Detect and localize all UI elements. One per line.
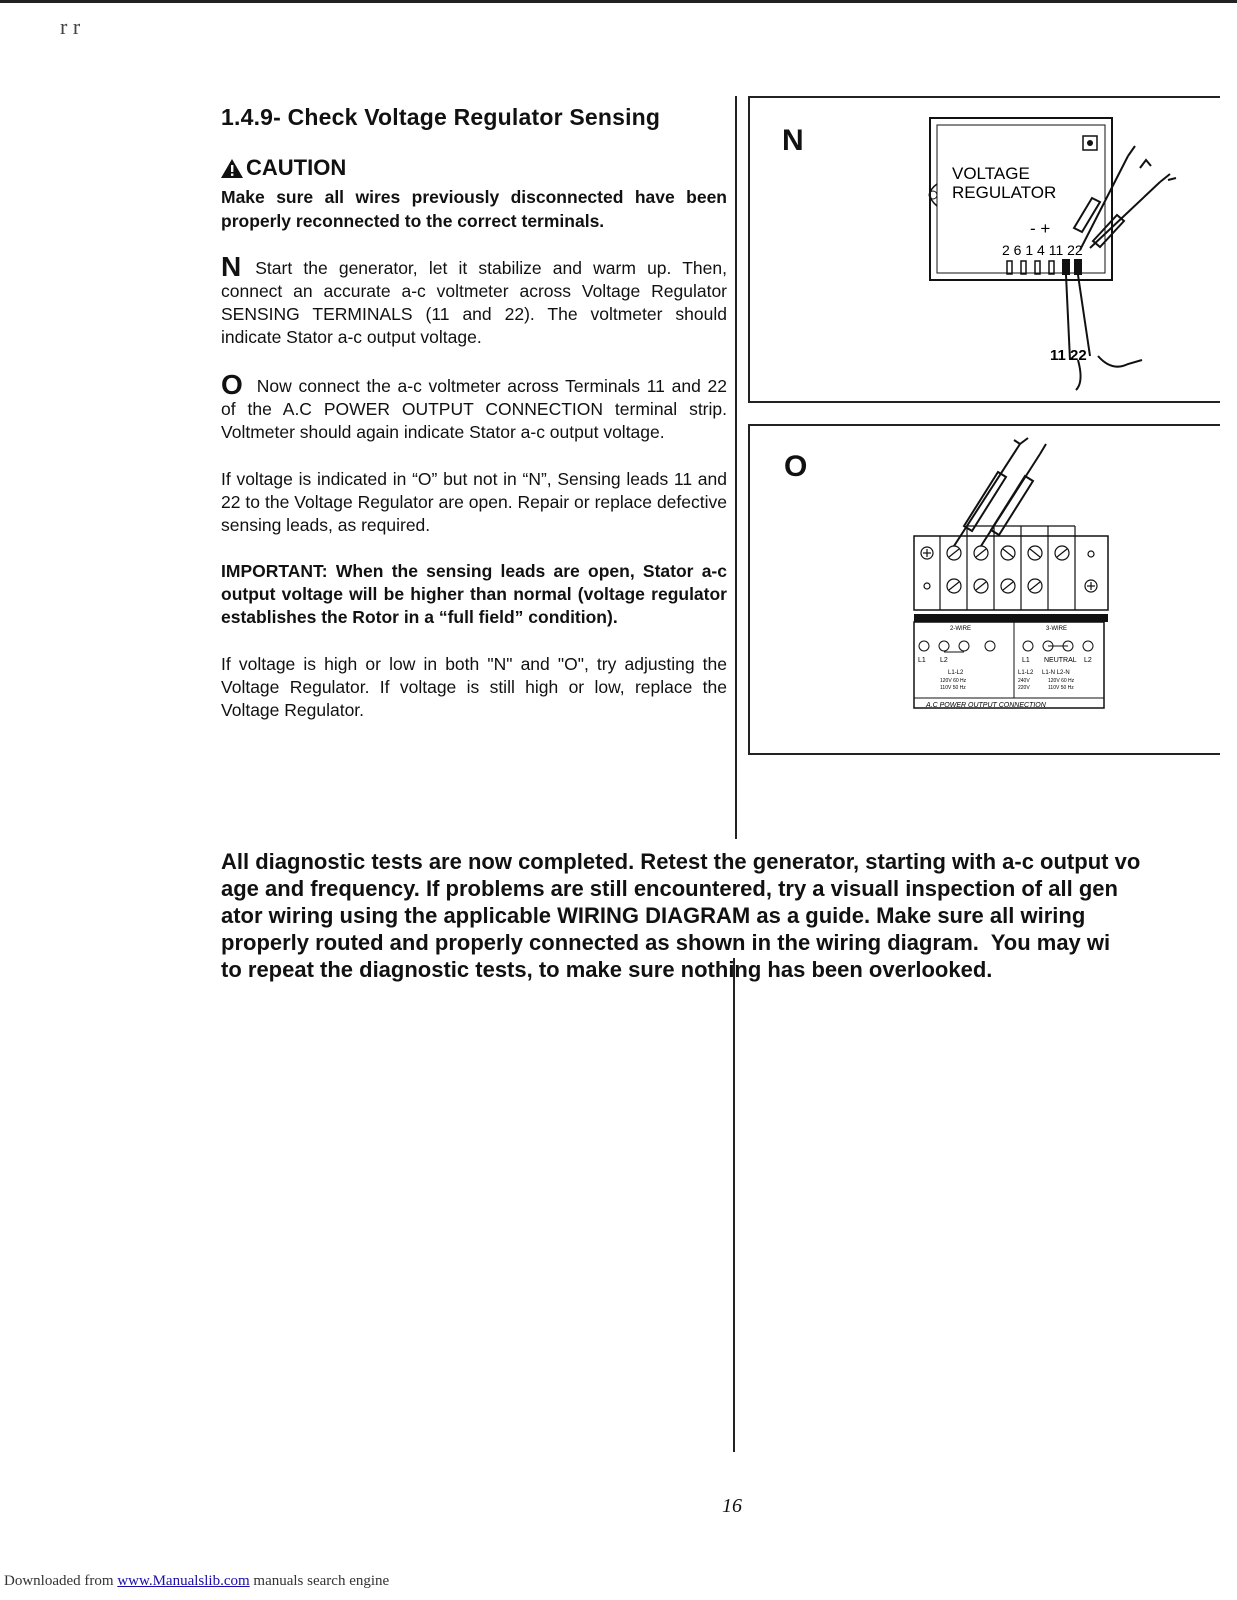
spec-a-1: 120V 60 Hz	[940, 678, 967, 684]
three-wire-label: 3-WIRE	[1046, 626, 1067, 632]
summary-line: properly routed and properly connected as shown in the wiring diagram. You may wi	[221, 930, 1111, 955]
ac-power-output-diagram	[750, 426, 1220, 753]
regulator-label-1: VOLTAGE	[952, 164, 1030, 183]
warning-triangle-icon	[221, 159, 243, 178]
regulator-label-2: REGULATOR	[952, 183, 1057, 202]
section-heading: 1.4.9- Check Voltage Regulator Sensing	[221, 104, 661, 130]
step-n-text: Start the generator, let it stabilize and warm up. Then, connect an accurate a-c voltmeter across Voltage Regulator SENSING TERMINALS (11 and 22). The voltmeter should indicate Stator a-c output voltage.	[221, 258, 727, 347]
column-divider	[735, 96, 737, 839]
caution-label: CAUTION	[246, 155, 347, 180]
left-column	[221, 104, 727, 745]
caution-text: Make sure all wires previously disconnected have been properly reconnected to the correct terminals.	[221, 187, 727, 231]
step-o-text: Now connect the a-c voltmeter across Terminals 11 and 22 of the A.C POWER OUTPUT CONNECTION terminal strip. Voltmeter should again indicate Stator a-c output voltage.	[221, 376, 727, 442]
top-border	[0, 0, 1237, 3]
spec-b-2: 220V	[1018, 685, 1030, 691]
spec-c-1: 120V 60 Hz	[1048, 678, 1075, 684]
caution-title	[221, 155, 727, 181]
figure-n-panel	[748, 96, 1220, 403]
spec-c-title: L1-N L2-N	[1042, 670, 1070, 676]
summary-line: ator wiring using the applicable WIRING DIAGRAM as a guide. Make sure all wiring	[221, 903, 1086, 928]
figure-o-panel	[748, 424, 1220, 755]
spec-c-2: 110V 50 Hz	[1048, 685, 1074, 691]
l2-label-b: L2	[1084, 657, 1092, 664]
l1-label-b: L1	[1022, 657, 1030, 664]
step-n-letter: N	[221, 251, 242, 282]
manualslib-link[interactable]: www.Manualslib.com	[117, 1573, 250, 1589]
important-note: IMPORTANT: When the sensing leads are open, Stator a-c output voltage will be higher than normal (voltage regulator establishes the Rotor in a “full field” condition).	[221, 561, 727, 627]
lead-labels: 11 22	[1050, 347, 1087, 364]
terminal-numbers: 2 6 1 4 11 22	[1002, 242, 1083, 258]
summary-line: to repeat the diagnostic tests, to make sure nothing has been overlooked.	[221, 957, 993, 982]
step-o-letter: O	[221, 369, 243, 400]
spec-b-1: 240V	[1018, 678, 1030, 684]
step-o	[221, 369, 727, 444]
step-n	[221, 251, 727, 349]
figure-n-letter: N	[782, 124, 804, 157]
column-divider-lower	[733, 958, 735, 1452]
l2-label-a: L2	[940, 657, 948, 664]
voltage-regulator-diagram	[750, 98, 1220, 401]
page-number: 16	[722, 1495, 742, 1517]
spec-a-2: 110V 50 Hz	[940, 685, 966, 691]
summary-line: All diagnostic tests are now completed. Retest the generator, starting with a-c output vo	[221, 849, 1141, 874]
summary-line: age and frequency. If problems are still encountered, try a visuall inspection of all gen	[221, 876, 1118, 901]
l1-label-a: L1	[918, 657, 926, 664]
summary-paragraph	[221, 848, 1237, 983]
note-adjust-regulator: If voltage is high or low in both "N" and "O", try adjusting the Voltage Regulator. If voltage is still high or low, replace the Voltage Regulator.	[221, 654, 727, 720]
figure-o-letter: O	[784, 450, 808, 483]
footer-suffix: manuals search engine	[249, 1573, 390, 1589]
spec-b-title: L1-L2	[1018, 670, 1034, 676]
output-caption: A.C POWER OUTPUT CONNECTION	[926, 702, 1046, 709]
two-wire-label: 2-WIRE	[950, 626, 971, 632]
page-corner-mark: r r	[60, 14, 81, 39]
download-footer	[4, 1573, 389, 1590]
footer-prefix: Downloaded from	[4, 1573, 118, 1589]
polarity-label: - +	[1030, 219, 1051, 238]
note-open-leads: If voltage is indicated in “O” but not in “N”, Sensing leads 11 and 22 to the Voltage Regulator are open. Repair or replace defective sensing leads, as required.	[221, 469, 727, 535]
spec-a-title: L1-L2	[948, 670, 964, 676]
neutral-label: NEUTRAL	[1044, 657, 1077, 664]
